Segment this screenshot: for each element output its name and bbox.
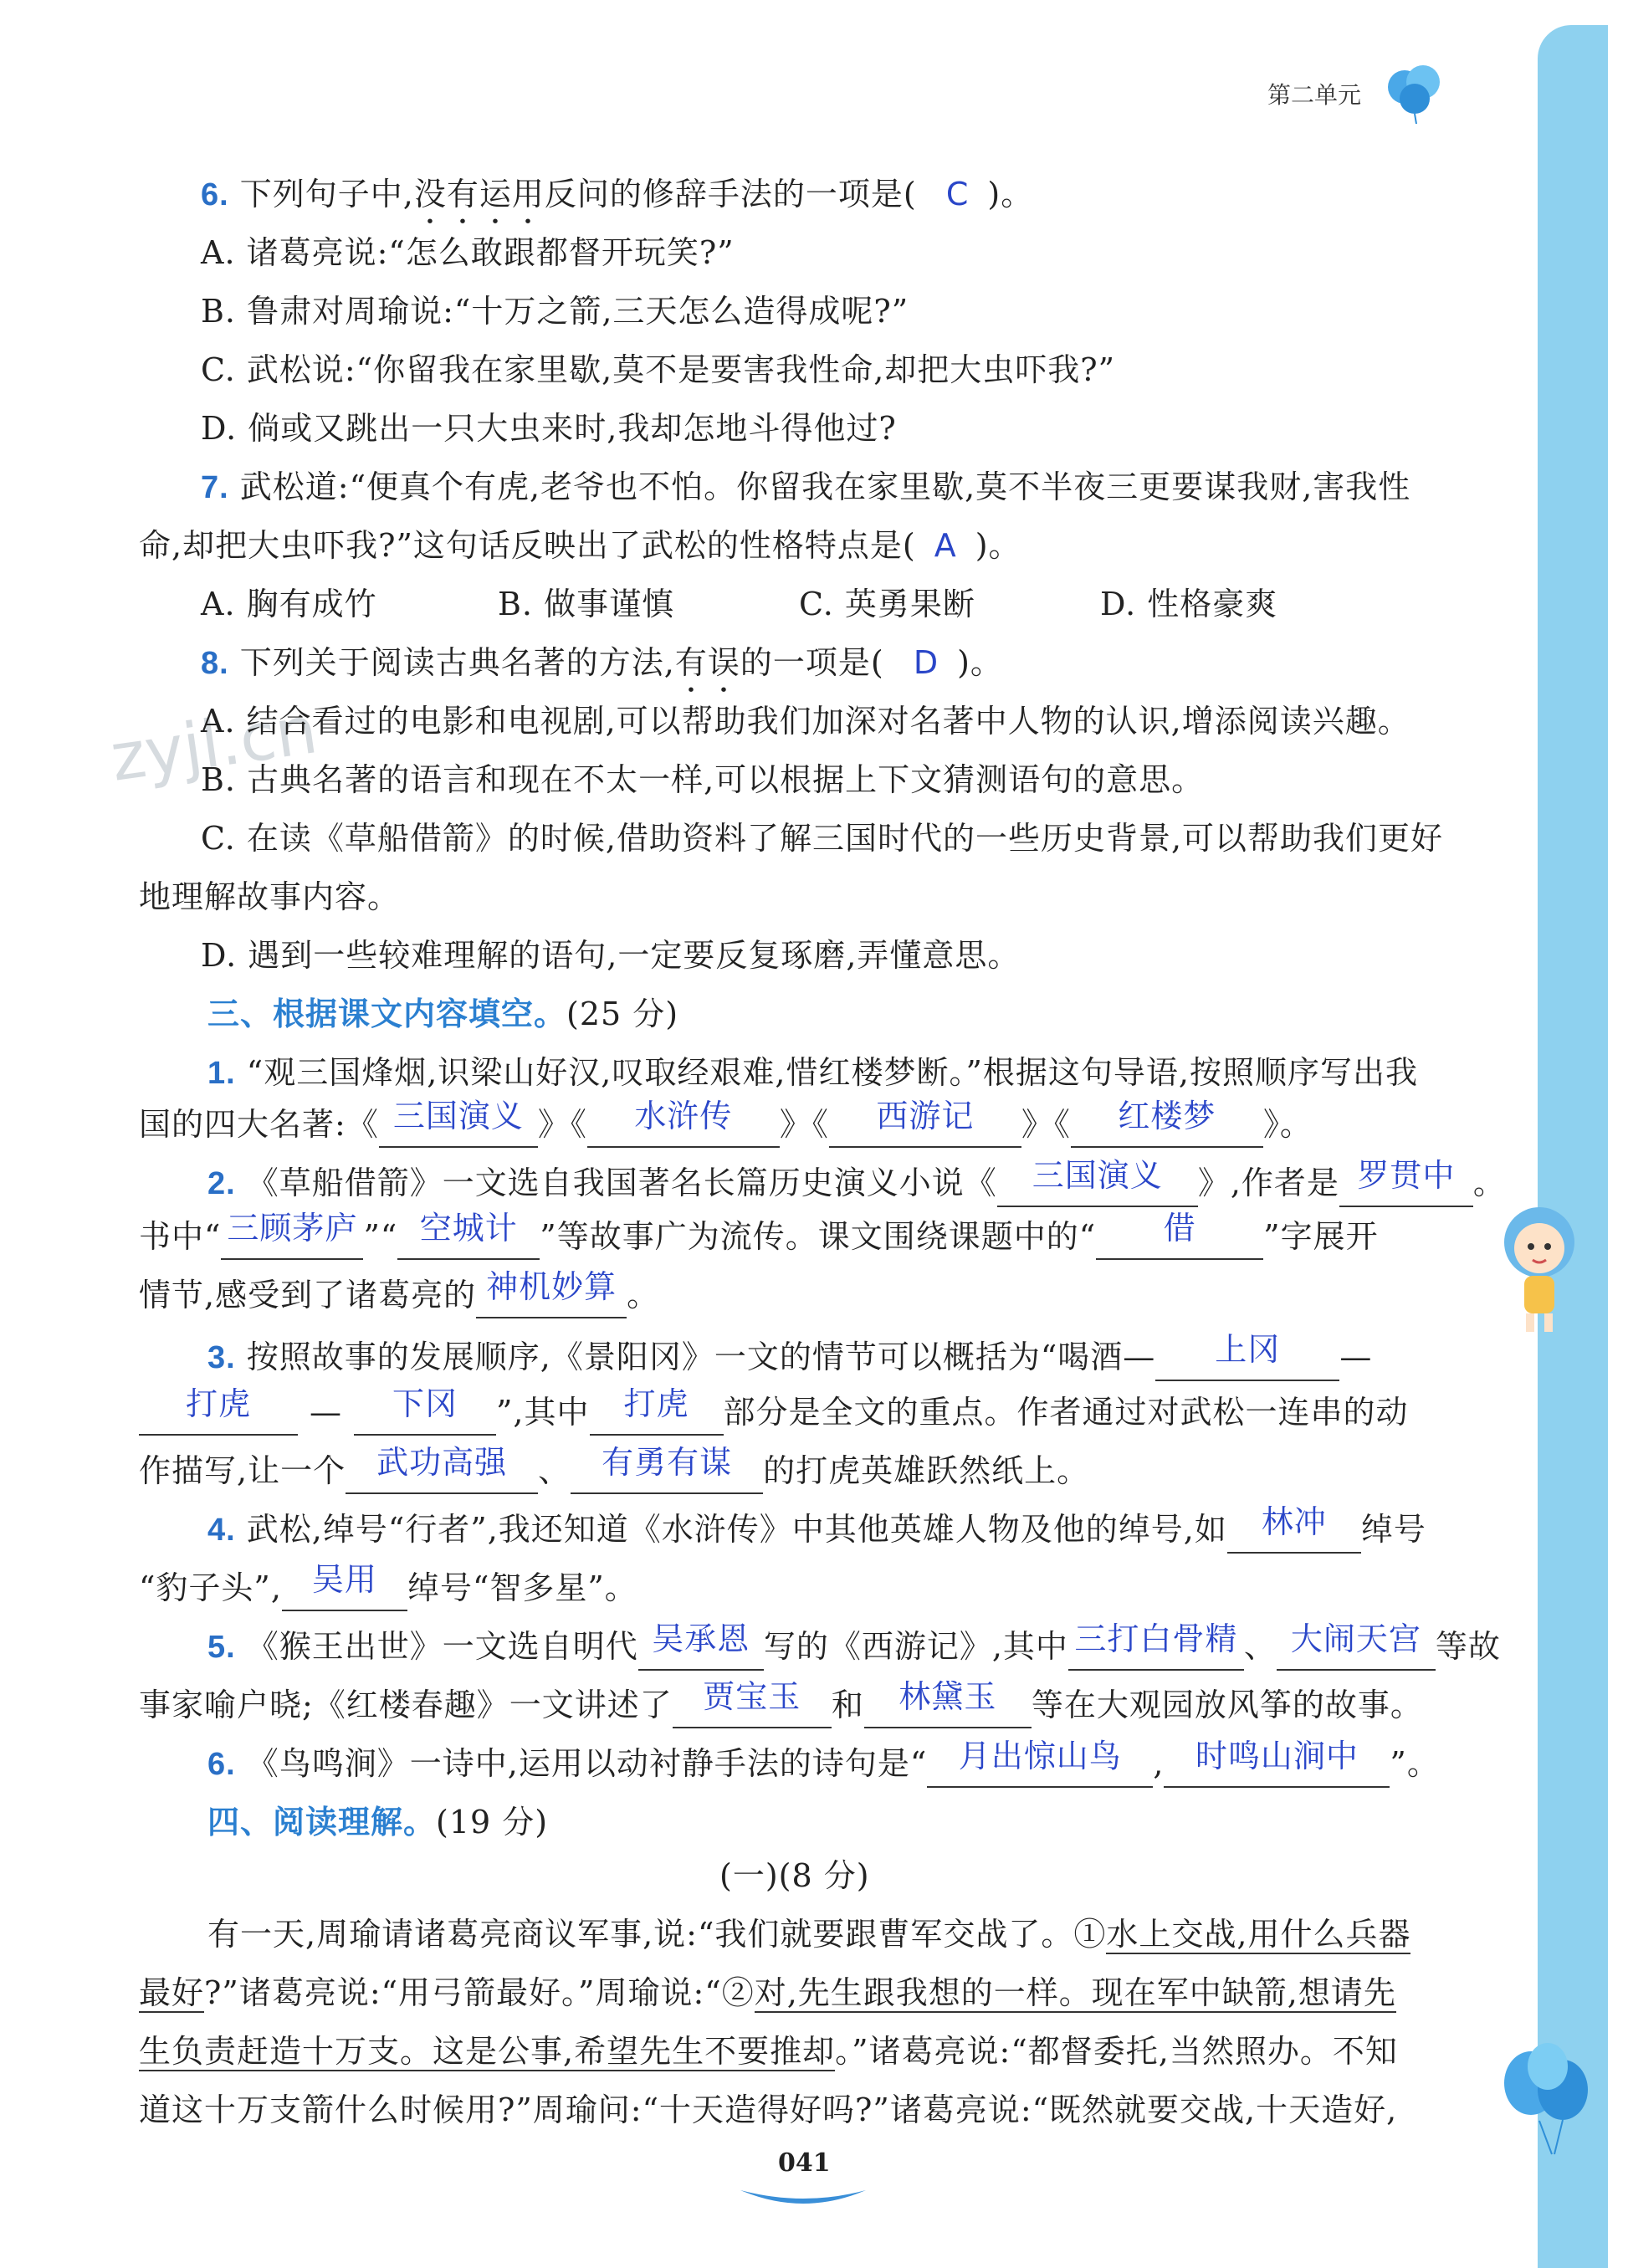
s3q3-line1: 3. 按照故事的发展顺序,《景阳冈》一文的情节可以概括为“喝酒— 上冈 — bbox=[207, 1334, 1372, 1381]
question-number: 3. bbox=[207, 1340, 236, 1375]
question-number: 7. bbox=[201, 470, 229, 505]
question-number: 4. bbox=[207, 1513, 236, 1548]
section-3-title: 三、根据课文内容填空。(25 分) bbox=[207, 996, 679, 1032]
question-number: 2. bbox=[207, 1166, 236, 1201]
q8-option-c-cont: 地理解故事内容。 bbox=[139, 878, 401, 915]
q6-option-c: C. 武松说:“你留我在家里歇,莫不是要害我性命,却把大虫吓我?” bbox=[201, 351, 1116, 388]
q7-option-b: B. 做事谨慎 bbox=[498, 586, 675, 622]
page-number-wave-ornament bbox=[736, 2184, 870, 2217]
s3q3-line3: 作描写,让一个 武功高强 、 有勇有谋 的打虎英雄跃然纸上。 bbox=[139, 1447, 1089, 1494]
q6-option-a: A. 诸葛亮说:“怎么敢跟都督开玩笑?” bbox=[201, 234, 735, 271]
question-number: 1. bbox=[207, 1056, 236, 1091]
q7-line1: 7. 武松道:“便真个有虎,老爷也不怕。你留我在家里歇,莫不半夜三更要谋我财,害我性 bbox=[201, 468, 1411, 505]
q6-stem: 6. 下列句子中,没有运用反问的修辞手法的一项是( C )。 bbox=[201, 176, 1034, 212]
q6-option-d: D. 倘或又跳出一只大虫来时,我却怎地斗得他过? bbox=[201, 410, 897, 447]
section-4-title: 四、阅读理解。(19 分) bbox=[207, 1804, 549, 1841]
s3q2-line3: 情节,感受到了诸葛亮的 神机妙算 。 bbox=[139, 1272, 659, 1318]
blank-2: 水浒传 bbox=[587, 1104, 780, 1148]
q7-option-d: D. 性格豪爽 bbox=[1100, 586, 1278, 622]
answer-q7: A bbox=[934, 527, 957, 564]
passage-line1: 有一天,周瑜请诸葛亮商议军事,说:“我们就要跟曹军交战了。①水上交战,用什么兵器 bbox=[207, 1916, 1411, 1953]
q8-option-d: D. 遇到一些较难理解的语句,一定要反复琢磨,弄懂意思。 bbox=[201, 937, 1021, 974]
s3q6-line1: 6. 《鸟鸣涧》一诗中,运用以动衬静手法的诗句是“ 月出惊山鸟 , 时鸣山涧中 ”。 bbox=[207, 1740, 1440, 1788]
q7-line2: 命,却把大虫吓我?”这句话反映出了武松的性格特点是( A )。 bbox=[139, 527, 1021, 564]
q8-option-c: C. 在读《草船借箭》的时候,借助资料了解三国时代的一些历史背景,可以帮助我们更好 bbox=[201, 820, 1444, 857]
s3q5-line1: 5. 《猴王出世》一文选自明代 吴承恩 写的《西游记》,其中 三打白骨精 、 大闹天宫 等故 bbox=[207, 1623, 1501, 1671]
blank-4: 红楼梦 bbox=[1071, 1104, 1263, 1148]
q8-option-b: B. 古典名著的语言和现在不太一样,可以根据上下文猜测语句的意思。 bbox=[201, 761, 1205, 798]
s3q4-line1: 4. 武松,绰号“行者”,我还知道《水浒传》中其他英雄人物及他的绰号,如 林冲 绰号 bbox=[207, 1506, 1426, 1554]
question-number: 6. bbox=[201, 177, 229, 212]
blank-3: 西游记 bbox=[829, 1104, 1021, 1148]
passage-heading: (一)(8 分) bbox=[719, 1857, 870, 1894]
sidebar-wavy-edge bbox=[1524, 25, 1549, 2268]
q8-stem: 8. 下列关于阅读古典名著的方法,有误的一项是( D )。 bbox=[201, 644, 1003, 681]
answer-q6: C bbox=[945, 176, 970, 212]
q7-option-a: A. 胸有成竹 bbox=[201, 586, 377, 622]
balloons-icon bbox=[1489, 2041, 1606, 2158]
blank-1: 三国演义 bbox=[379, 1104, 538, 1148]
s3q5-line2: 事家喻户晓;《红楼春趣》一文讲述了 贾宝玉 和 林黛玉 等在大观园放风筝的故事。 bbox=[139, 1682, 1423, 1728]
s3q4-line2: “豹子头”, 吴用 绰号“智多星”。 bbox=[139, 1564, 637, 1611]
passage-line4: 道这十万支箭什么时候用?”周瑜问:“十天造得好吗?”诸葛亮说:“既然就要交战,十天造好, bbox=[139, 2091, 1398, 2128]
q7-option-c: C. 英勇果断 bbox=[799, 586, 975, 622]
cartoon-girl-icon bbox=[1489, 1196, 1590, 1339]
question-number: 5. bbox=[207, 1630, 236, 1665]
s3q2-line1: 2. 《草船借箭》一文选自我国著名长篇历史演义小说《 三国演义 》,作者是 罗贯中 。 bbox=[207, 1160, 1506, 1207]
page-number: 041 bbox=[778, 2148, 831, 2178]
passage-line3: 生负责赶造十万支。这是公事,希望先生不要推却。”诸葛亮说:“都督委托,当然照办。不知 bbox=[139, 2033, 1398, 2070]
question-number: 6. bbox=[207, 1747, 236, 1782]
s3q2-line2: 书中“ 三顾茅庐 ”“ 空城计 ”等故事广为流传。课文围绕课题中的“ 借 ”字展开 bbox=[139, 1213, 1379, 1260]
balloon-icon bbox=[1385, 59, 1451, 125]
s3q1-line1: 1. “观三国烽烟,识梁山好汉,叹取经艰难,惜红楼梦断。”根据这句导语,按照顺序写出我 bbox=[207, 1054, 1418, 1091]
s3q3-line2: 打虎 — 下冈 ”,其中 打虎 部分是全文的重点。作者通过对武松一连串的动 bbox=[139, 1389, 1409, 1436]
q6-option-b: B. 鲁肃对周瑜说:“十万之箭,三天怎么造得成呢?” bbox=[201, 293, 909, 330]
answer-q8: D bbox=[913, 644, 939, 681]
unit-header: 第二单元 bbox=[1267, 81, 1362, 109]
question-number: 8. bbox=[201, 646, 229, 681]
q8-option-a: A. 结合看过的电影和电视剧,可以帮助我们加深对名著中人物的认识,增添阅读兴趣。 bbox=[201, 703, 1410, 740]
watermark-logo: zyjl.cn bbox=[105, 693, 322, 796]
s3q1-line2: 国的四大名著:《 三国演义 》《 水浒传 》《 西游记 》《 红楼梦 》。 bbox=[139, 1101, 1313, 1148]
passage-line2: 最好?”诸葛亮说:“用弓箭最好。”周瑜说:“②对,先生跟我想的一样。现在军中缺箭,想请先 bbox=[139, 1974, 1396, 2011]
